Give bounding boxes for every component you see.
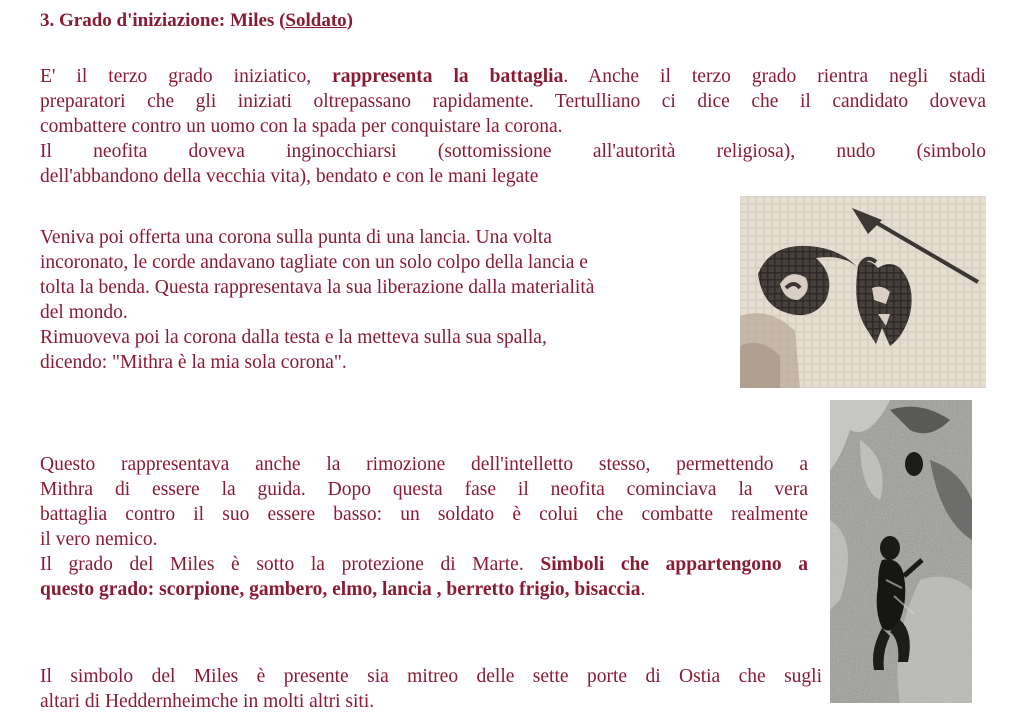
paragraph-crown bbox=[40, 225, 740, 375]
paragraph-symbol bbox=[40, 664, 822, 714]
paragraph-intro bbox=[40, 64, 986, 189]
text-line: questo grado: scorpione, gambero, elmo, lancia , berretto frigio, bisaccia. bbox=[40, 579, 646, 600]
text-line: tolta la benda. Questa rappresentava la sua liberazione dalla materialità bbox=[40, 277, 595, 298]
text-line: battaglia contro il suo essere basso: un soldato è colui che combatte realmente bbox=[40, 504, 808, 525]
page-heading bbox=[40, 8, 353, 34]
text-line: Rimuoveva poi la corona dalla testa e la metteva sulla sua spalla, bbox=[40, 327, 547, 348]
text-line: Veniva poi offerta una corona sulla punta di una lancia. Una volta bbox=[40, 227, 552, 248]
text-line: dell'abbandono della vecchia vita), bendato e con le mani legate bbox=[40, 166, 539, 187]
text-line: preparatori che gli iniziati oltrepassano rapidamente. Tertulliano ci dice che il candidato doveva bbox=[40, 91, 986, 112]
text-line: il vero nemico. bbox=[40, 529, 158, 550]
kneeling-figure-photo bbox=[830, 400, 972, 703]
text-line: dicendo: "Mithra è la mia sola corona". bbox=[40, 352, 347, 373]
text-line: altari di Heddernheimche in molti altri siti. bbox=[40, 691, 375, 712]
mosaic-helmet-spear-image bbox=[740, 196, 986, 388]
text-line: E' il terzo grado iniziatico, rappresenta la battaglia. Anche il terzo grado rientra negli stadi bbox=[40, 66, 986, 87]
text-line: combattere contro un uomo con la spada per conquistare la corona. bbox=[40, 116, 563, 137]
heading-suffix: ) bbox=[346, 10, 353, 31]
text-line: Questo rappresentava anche la rimozione dell'intelletto stesso, permettendo a bbox=[40, 454, 808, 475]
text-line: Mithra di essere la guida. Dopo questa fase il neofita cominciava la vera bbox=[40, 479, 808, 500]
paragraph-intellect bbox=[40, 452, 808, 602]
text-line: del mondo. bbox=[40, 302, 128, 323]
soldato-link[interactable]: Soldato bbox=[285, 10, 347, 31]
text-line: Il simbolo del Miles è presente sia mitreo delle sette porte di Ostia che sugli bbox=[40, 666, 822, 687]
text-line: Il neofita doveva inginocchiarsi (sottomissione all'autorità religiosa), nudo (simbolo bbox=[40, 141, 986, 162]
text-line: Il grado del Miles è sotto la protezione di Marte. Simboli che appartengono a bbox=[40, 554, 808, 575]
text-line: incoronato, le corde andavano tagliate con un solo colpo della lancia e bbox=[40, 252, 588, 273]
heading-prefix: 3. Grado d'iniziazione: Miles ( bbox=[40, 10, 286, 31]
